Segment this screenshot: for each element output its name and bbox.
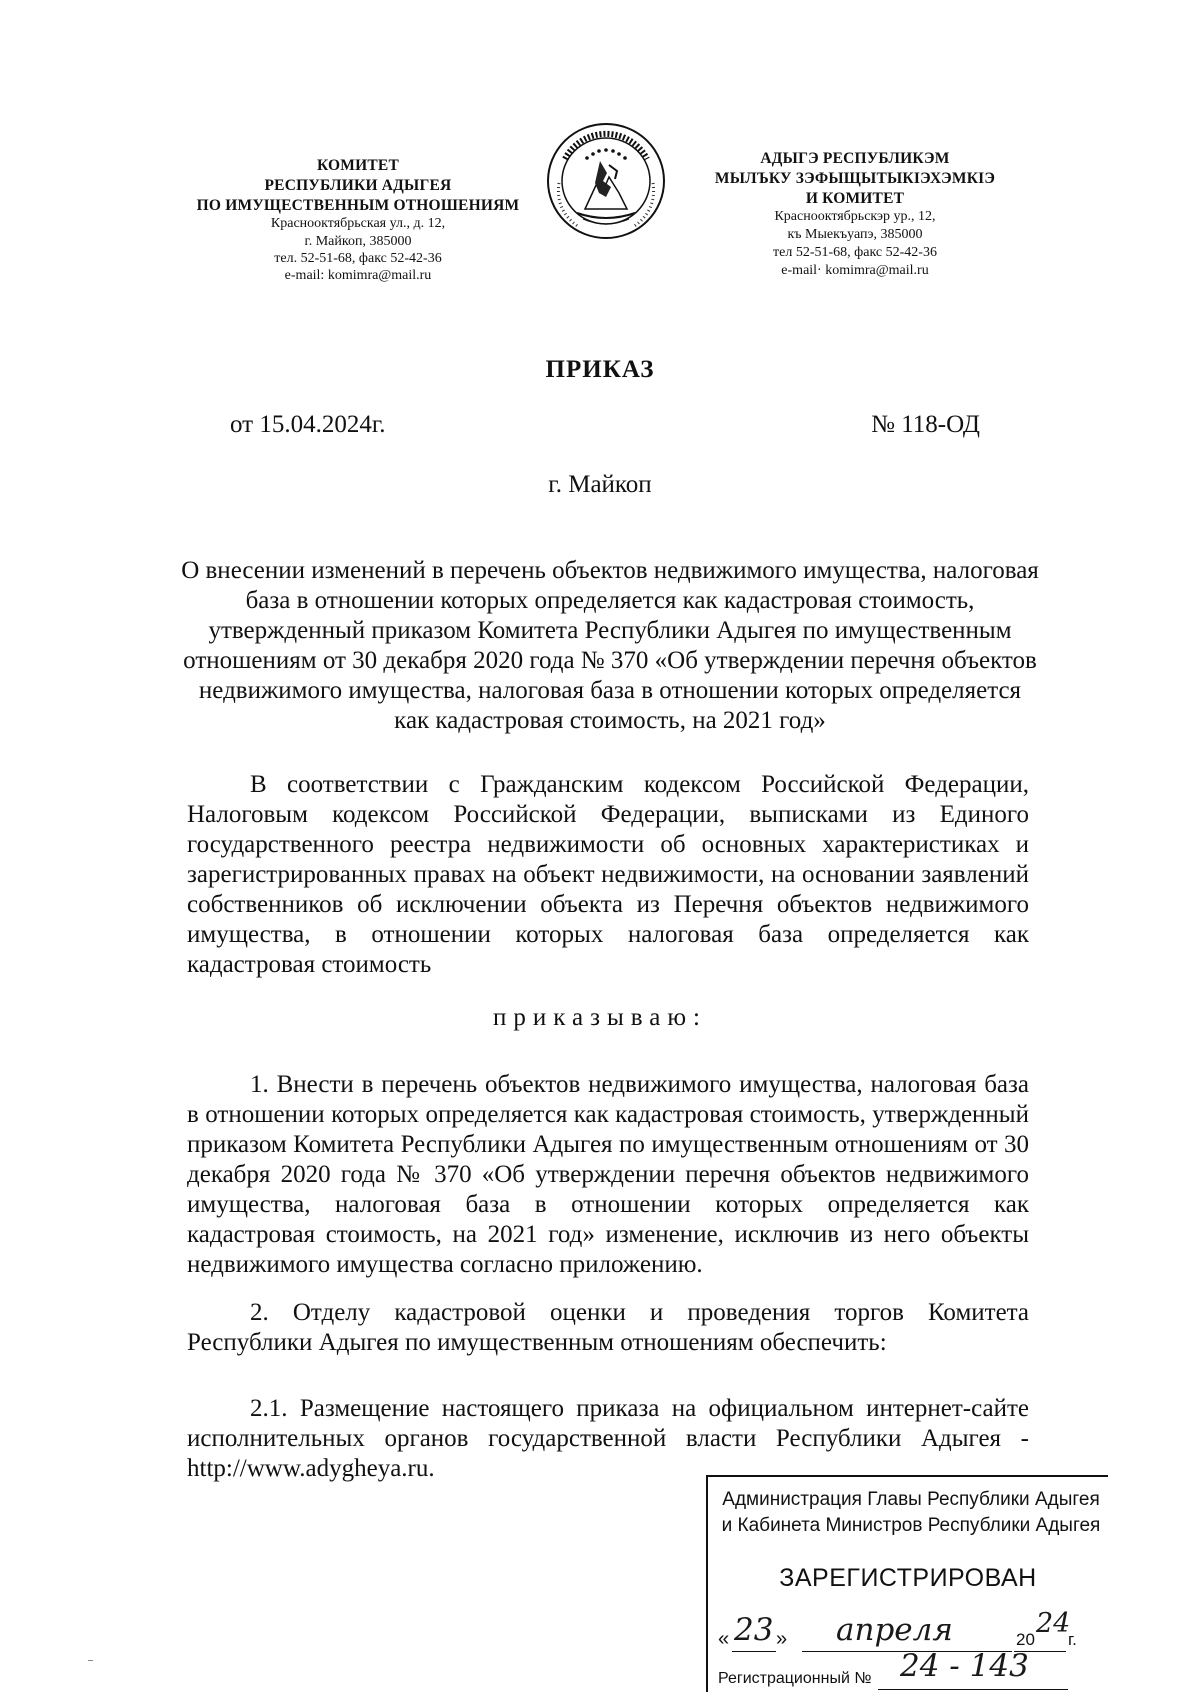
header-right-org <box>690 149 1020 280</box>
header-left-org-line1: КОМИТЕТ <box>316 157 399 174</box>
stamp-quote-open: « <box>718 1628 730 1650</box>
stamp-year-prefix: 20 <box>1016 1630 1035 1649</box>
header-left-address-line1: Краснооктябрьская ул., д. 12, <box>270 216 446 232</box>
document-title: ПРИКАЗ <box>545 356 655 383</box>
stamp-org-line1: Администрация Главы Республики Адыгея <box>722 1489 1100 1510</box>
header-right-address-line1: Краснооктябрьскэр ур., 12, <box>774 209 936 225</box>
header-left-org-line3: ПО ИМУЩЕСТВЕННЫМ ОТНОШЕНИЯМ <box>196 196 520 214</box>
header-right-org-line2: МЫЛЪКУ ЗЭФЫЩЫТЫКIЭХЭМКIЭ <box>714 169 996 187</box>
coat-of-arms-adygea-icon <box>545 121 667 242</box>
stamp-day-underline <box>732 1650 776 1652</box>
header-left-email: e-mail: komimra@mail.ru <box>284 268 432 284</box>
order-item-2-1: 2.1. Размещение настоящего приказа на официальном интернет-сайте исполнительных органов государственной власти Республики Адыгея - http://www.adygheya.ru. <box>187 1395 1029 1482</box>
header-right-phone: тел 52-51-68, факс 52-42-36 <box>773 245 937 261</box>
stamp-reg-number: 24 - 143 <box>900 1648 1029 1684</box>
stamp-org-line2: и Кабинета Министров Республики Адыгея <box>721 1514 1101 1536</box>
header-right-address-line2: къ Мыекъуапэ, 385000 <box>787 227 923 243</box>
order-item-1: 1. Внести в перечень объектов недвижимого имущества, налоговая база в отношении которых определяется как кадастровая стоимость, утвержденный приказом Комитета Республики Адыгея по имущественным отношениям от 30 декабря 2020 года № 370 «Об утверждении перечня объектов недвижимого имущества, налоговая база в отношении которых определяется как кадастровая стоимость, на 2021 год» изменение, исключив из него объекты недвижимого имущества согласно приложению. <box>187 1071 1029 1278</box>
stamp-date-line <box>718 1608 1103 1652</box>
stamp-status: ЗАРЕГИСТРИРОВАН <box>779 1564 1037 1592</box>
stamp-organization <box>716 1487 1106 1538</box>
stamp-quote-close: » <box>776 1628 788 1650</box>
header-left-phone: тел. 52-51-68, факс 52-42-36 <box>274 250 442 266</box>
stamp-reg-label: Регистрационный № <box>718 1670 872 1687</box>
legal-basis-paragraph: В соответствии с Гражданским кодексом Российской Федерации, Налоговым кодексом Российской Федерации, выписками из Единого государственного реестра недвижимости об основных характеристиках и зарегистрированных правах на объект недвижимости, на основании заявлений собственников об исключении объекта из Перечня объектов недвижимого имущества, в отношении которых налоговая база определяется как кадастровая стоимость <box>187 771 1029 978</box>
document-city: г. Майкоп <box>548 471 652 498</box>
stamp-registration-line <box>718 1648 1138 1692</box>
order-word: приказываю: <box>493 1004 707 1031</box>
document-number: № 118-ОД <box>871 411 980 438</box>
stamp-year-unit: г. <box>1068 1630 1077 1649</box>
stamp-month: апреля <box>836 1612 953 1648</box>
stamp-day: 23 <box>734 1612 774 1648</box>
order-item-2: 2. Отделу кадастровой оценки и проведения торгов Комитета Республики Адыгея по имущественным отношениям обеспечить: <box>187 1299 1029 1356</box>
registration-stamp <box>706 1475 1108 1692</box>
header-right-org-line3: И КОМИТЕТ <box>805 189 905 207</box>
stamp-reg-underline <box>878 1688 1068 1690</box>
document-subject: О внесении изменений в перечень объектов недвижимого имущества, налоговая база в отношении которых определяется как кадастровая стоимость, утвержденный приказом Комитета Республики Адыгея по имущественным отношениям от 30 декабря 2020 года № 370 «Об утверждении перечня объектов недвижимого имущества, налоговая база в отношении которых определяется как кадастровая стоимость, на 2021 год» <box>181 557 1039 734</box>
stamp-year-suffix: 24 <box>1036 1608 1071 1639</box>
document-date: от 15.04.2024г. <box>230 411 386 438</box>
scan-mark <box>88 1660 93 1661</box>
header-left-address-line2: г. Майкоп, 385000 <box>304 233 412 249</box>
header-left-org <box>178 156 538 284</box>
header-left-org-line2: РЕСПУБЛИКИ АДЫГЕЯ <box>264 176 452 194</box>
header-right-org-line1: АДЫГЭ РЕСПУБЛИКЭМ <box>760 150 950 167</box>
header-right-email: e-mail· komimra@mail.ru <box>781 263 929 279</box>
